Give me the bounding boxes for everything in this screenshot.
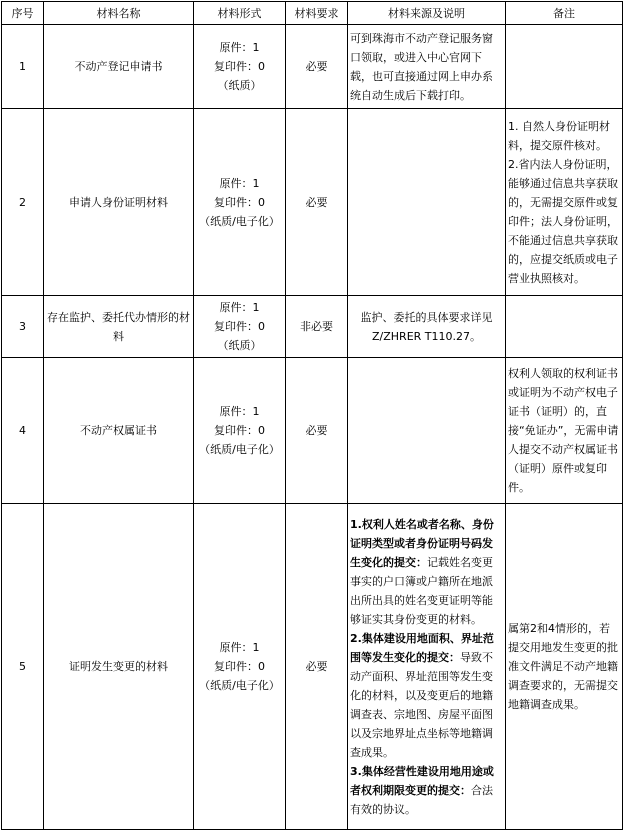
cell-source	[348, 358, 506, 504]
source-item-text: 合法有效的协议。	[350, 783, 493, 816]
table-row	[2, 25, 623, 109]
cell-source: 可到珠海市不动产登记服务窗口领取，或进入中心官网下载，也可直接通过网上申办系统自动生成后下载打印。	[348, 25, 506, 109]
header-cell-source: 材料来源及说明	[348, 2, 506, 25]
cell-name: 证明发生变更的材料	[44, 504, 194, 830]
cell-no: 1	[2, 25, 44, 109]
source-item-heading: 1.权利人姓名或者名称、身份证明类型或者身份证明号码发生变化的提交：	[350, 517, 494, 569]
cell-note	[506, 296, 623, 358]
form-medium: （纸质/电子化）	[199, 679, 280, 692]
form-original: 原件：1	[219, 301, 260, 314]
form-original: 原件：1	[219, 405, 260, 418]
cell-name: 不动产登记申请书	[44, 25, 194, 109]
source-item	[350, 762, 503, 819]
cell-form	[194, 109, 286, 296]
header-cell-no: 序号	[2, 2, 44, 25]
note-item: 2.省内法人身份证明，能够通过信息共享获取的，无需提交原件或复印件；法人身份证明，不能通过信息共享获取的，应提交纸质或电子营业执照核对。	[508, 157, 618, 285]
form-original: 原件：1	[219, 641, 260, 654]
table-row	[2, 109, 623, 296]
header-cell-note: 备注	[506, 2, 623, 25]
form-original: 原件：1	[219, 176, 260, 190]
form-copy: 复印件：0	[214, 660, 265, 673]
form-copy: 复印件：0	[214, 60, 265, 73]
source-item	[350, 515, 503, 629]
table-row	[2, 504, 623, 830]
cell-source	[348, 504, 506, 830]
form-copy: 复印件：0	[214, 195, 265, 209]
cell-req: 非必要	[286, 296, 348, 358]
cell-source	[348, 109, 506, 296]
cell-form	[194, 296, 286, 358]
source-item-heading: 3.集体经营性建设用地用途或者权利期限变更的提交：	[350, 764, 494, 797]
cell-req: 必要	[286, 109, 348, 296]
cell-req: 必要	[286, 504, 348, 830]
cell-no: 3	[2, 296, 44, 358]
table-row	[2, 358, 623, 504]
form-original: 原件：1	[219, 41, 260, 54]
header-cell-req: 材料要求	[286, 2, 348, 25]
cell-name: 申请人身份证明材料	[44, 109, 194, 296]
header-row	[2, 2, 623, 25]
cell-name: 存在监护、委托代办情形的材料	[44, 296, 194, 358]
source-item	[350, 629, 503, 762]
form-medium: （纸质）	[217, 339, 262, 352]
cell-name: 不动产权属证书	[44, 358, 194, 504]
cell-form	[194, 25, 286, 109]
cell-no: 5	[2, 504, 44, 830]
materials-table	[1, 1, 623, 830]
cell-no: 2	[2, 109, 44, 296]
form-copy: 复印件：0	[214, 424, 265, 437]
cell-note	[506, 25, 623, 109]
note-item: 1. 自然人身份证明材料，提交原件核对。	[508, 119, 610, 152]
header-cell-form: 材料形式	[194, 2, 286, 25]
cell-req: 必要	[286, 358, 348, 504]
source-item-text: 导致不动产面积、界址范围等发生变化的材料，以及变更后的地籍调查表、宗地图、房屋平面图以及宗地界址点坐标等地籍调查成果。	[350, 650, 493, 759]
cell-note	[506, 109, 623, 296]
cell-req: 必要	[286, 25, 348, 109]
header-cell-name: 材料名称	[44, 2, 194, 25]
form-medium: （纸质）	[217, 79, 262, 92]
cell-form	[194, 504, 286, 830]
source-item-heading: 2.集体建设用地面积、界址范围等发生变化的提交：	[350, 631, 494, 664]
cell-form	[194, 358, 286, 504]
cell-note: 属第2和4情形的，若提交用地发生变更的批准文件满足不动产地籍调查要求的，无需提交地籍调查成果。	[506, 504, 623, 830]
cell-note: 权利人领取的权利证书或证明为不动产权电子证书（证明）的，直接“免证办”，无需申请人提交不动产权属证书（证明）原件或复印件。	[506, 358, 623, 504]
table-row	[2, 296, 623, 358]
form-medium: （纸质/电子化）	[199, 214, 280, 228]
form-copy: 复印件：0	[214, 320, 265, 333]
form-medium: （纸质/电子化）	[199, 443, 280, 456]
cell-no: 4	[2, 358, 44, 504]
source-item-text: 记载姓名变更事实的户口簿或户籍所在地派出所出具的姓名变更证明等能够证实其身份变更的材料。	[350, 555, 493, 626]
cell-source: 监护、委托的具体要求详见Z/ZHRER T110.27。	[348, 296, 506, 358]
